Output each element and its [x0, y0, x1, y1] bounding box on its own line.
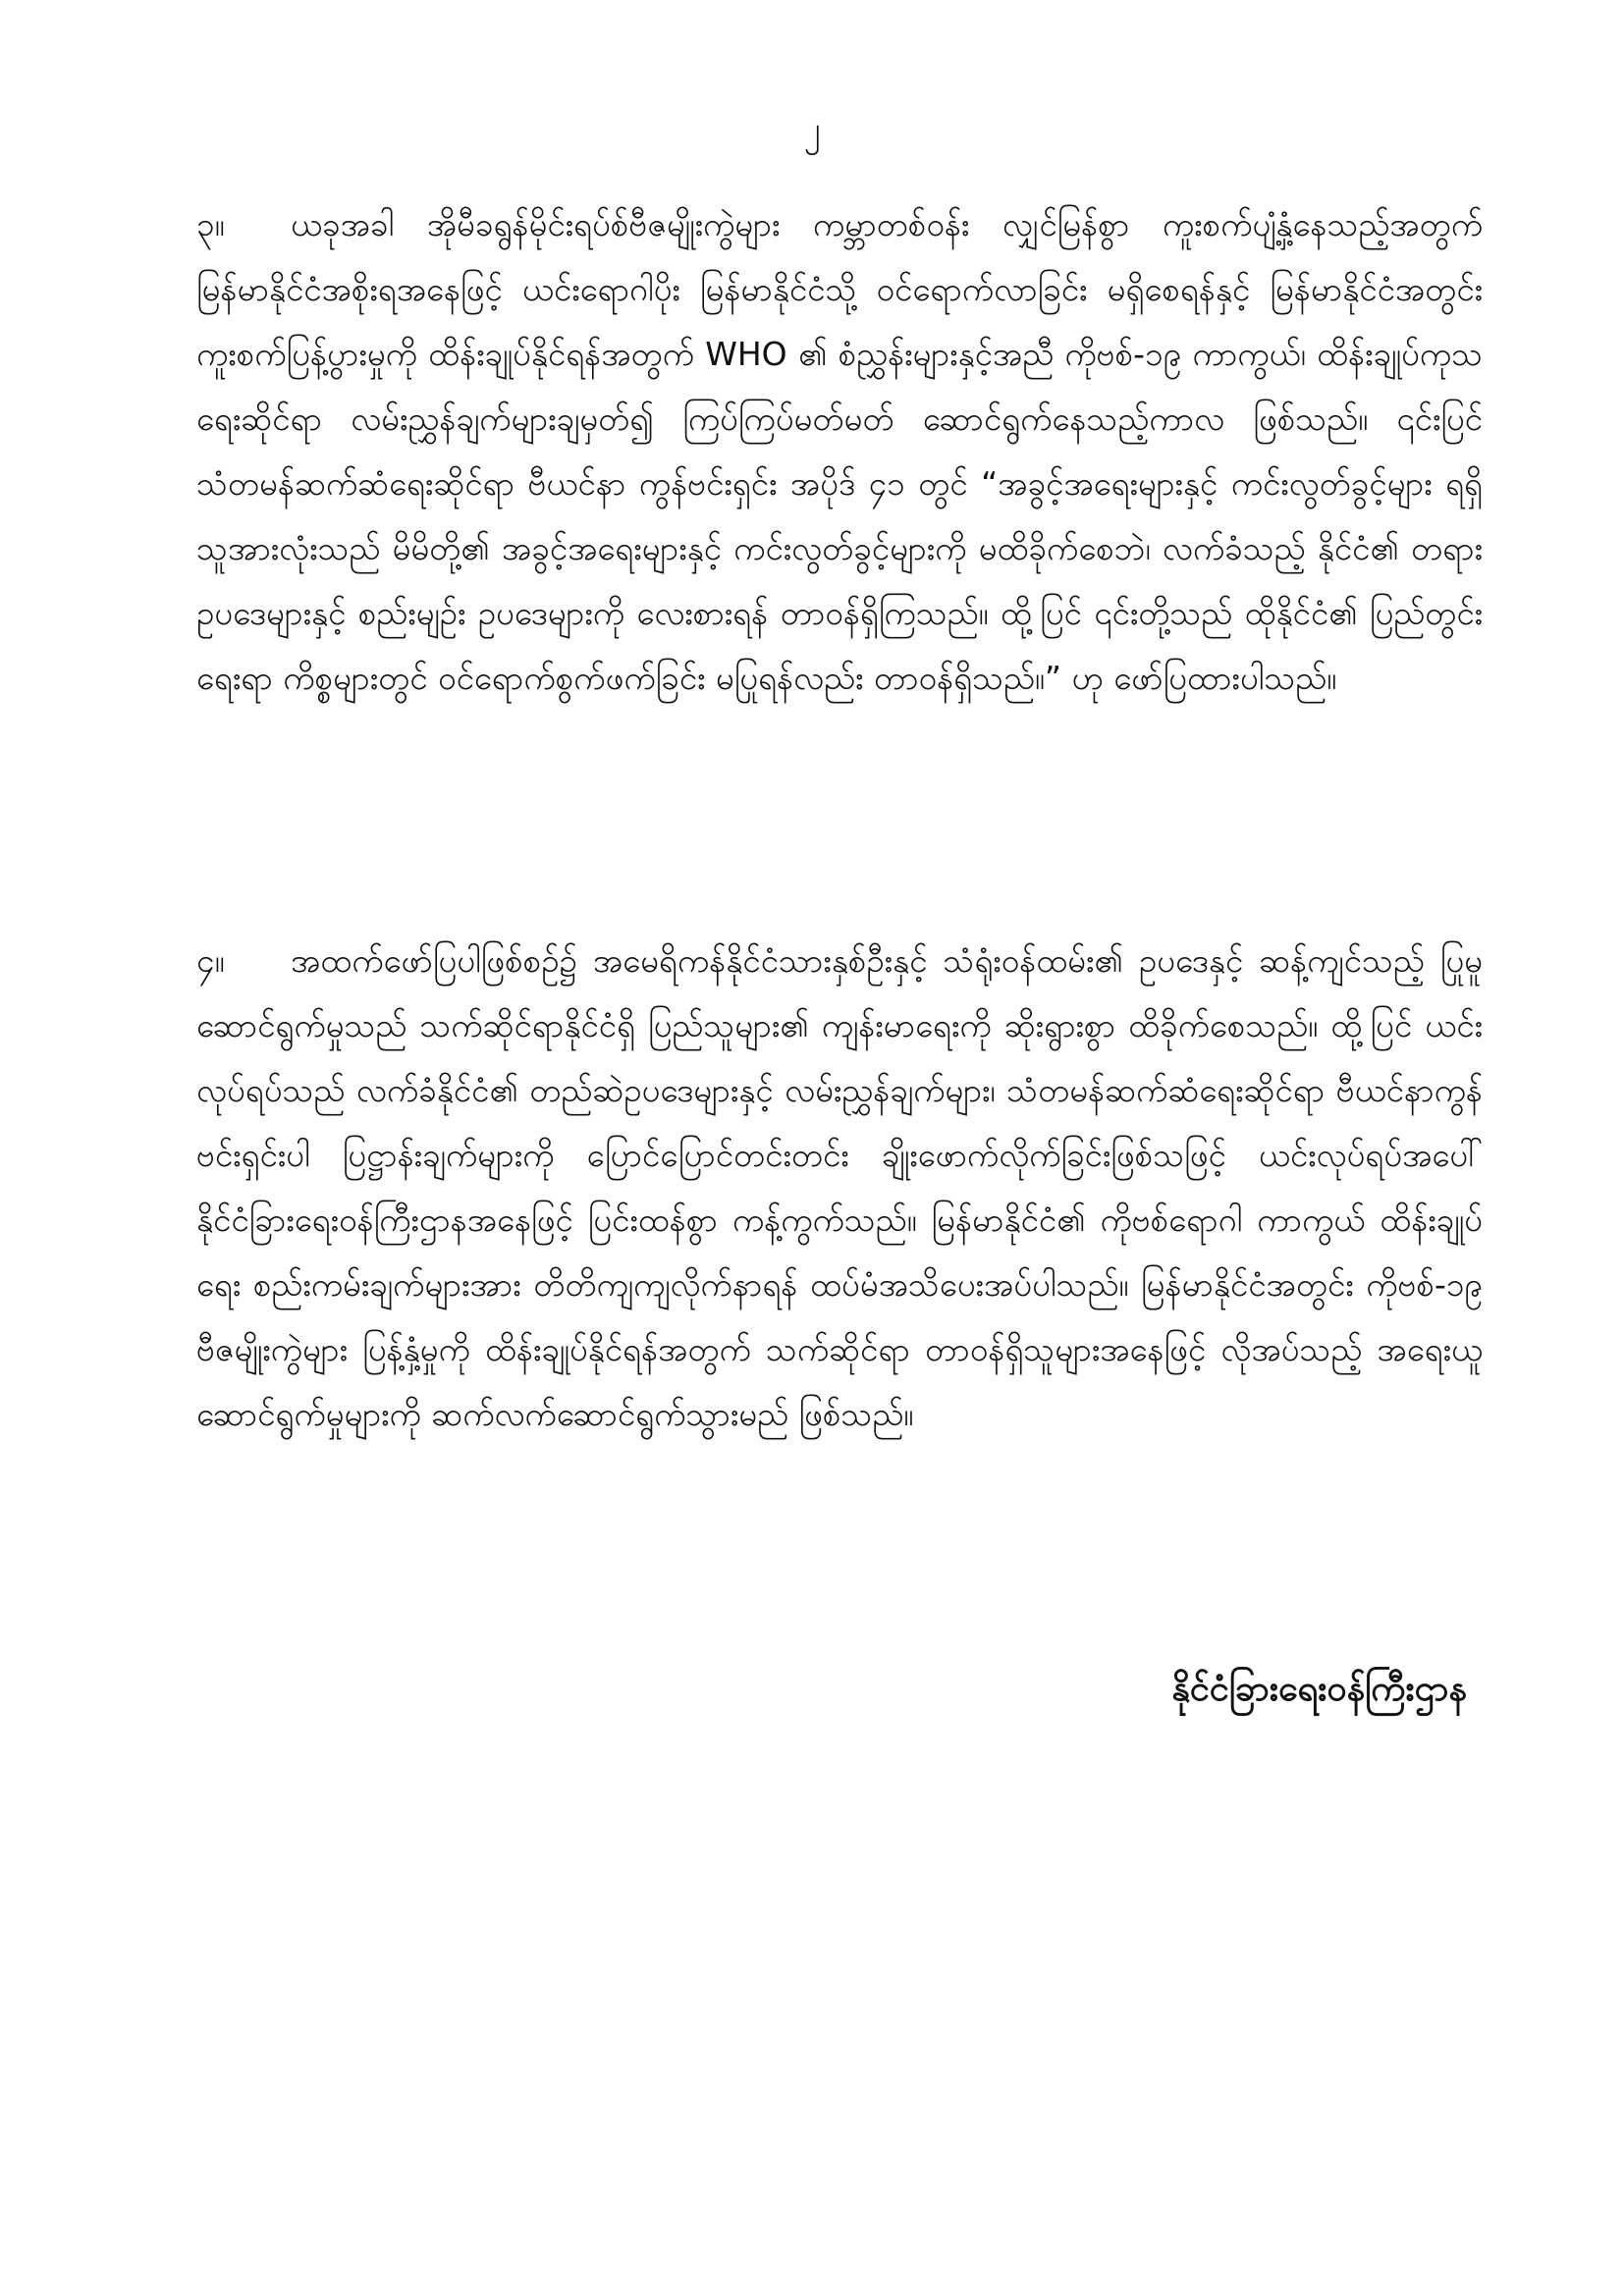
signature-ministry: နိုင်ငံခြားရေးဝန်ကြီးဌာန	[1171, 1669, 1467, 1709]
paragraph-3-text: ယခုအခါ အိုမီခရွန်မိုင်းရပ်စ်ဗီဇမျိုးကွဲများ ကမ္ဘာတစ်ဝန်း လျှင်မြန်စွာ ကူးစက်ပျံ့နှံ့နေသည့်အတွက် မြန်မာနိုင်ငံအစိုးရအနေဖြင့် ယင်းရောဂါပိုး မြန်မာနိုင်ငံသို့ ဝင်ရောက်လာခြင်း မရှိစေရန်နှင့် မြန်မာနိုင်ငံအတွင်း ကူးစက်ပြန့်ပွားမှုကို ထိန်းချုပ်နိုင်ရန်အတွက် WHO ၏ စံညွှန်းများနှင့်အညီ ကိုဗစ်-၁၉ ကာကွယ်၊ ထိန်းချုပ်ကုသရေးဆိုင်ရာ လမ်းညွှန်ချက်များချမှတ်၍ ကြပ်ကြပ်မတ်မတ် ဆောင်ရွက်နေသည့်ကာလ ဖြစ်သည်။ ၎င်းပြင် သံတမန်ဆက်ဆံရေးဆိုင်ရာ ဗီယင်နာ ကွန်ဗင်းရှင်း အပိုဒ် ၄၁ တွင် “အခွင့်အရေးများနှင့် ကင်းလွတ်ခွင့်များ ရရှိသူအားလုံးသည် မိမိတို့၏ အခွင့်အရေးများနှင့် ကင်းလွတ်ခွင့်များကို မထိခိုက်စေဘဲ၊ လက်ခံသည့် နိုင်ငံ၏ တရားဥပဒေများနှင့် စည်းမျဉ်း ဥပဒေများကို လေးစားရန် တာဝန်ရှိကြသည်။ ထို့ပြင် ၎င်းတို့သည် ထိုနိုင်ငံ၏ ပြည်တွင်းရေးရာ ကိစ္စများတွင် ဝင်ရောက်စွက်ဖက်ခြင်း မပြုရန်လည်း တာဝန်ရှိသည်။” ဟု ဖော်ပြထားပါသည်။	[196, 205, 1483, 697]
paragraph-3	[196, 192, 1483, 711]
paragraph-4-number: ၄။	[196, 941, 225, 980]
paragraph-4	[196, 929, 1483, 1447]
page-number: ၂	[803, 110, 821, 149]
paragraph-3-number: ၃။	[196, 205, 225, 243]
paragraph-4-text: အထက်ဖော်ပြပါဖြစ်စဉ်၌ အမေရိကန်နိုင်ငံသားနှစ်ဦးနှင့် သံရုံးဝန်ထမ်း၏ ဥပဒေနှင့် ဆန့်ကျင်သည့် ပြုမူဆောင်ရွက်မှုသည် သက်ဆိုင်ရာနိုင်ငံရှိ ပြည်သူများ၏ ကျန်းမာရေးကို ဆိုးရွားစွာ ထိခိုက်စေသည်။ ထို့ပြင် ယင်းလုပ်ရပ်သည် လက်ခံနိုင်ငံ၏ တည်ဆဲဥပဒေများနှင့် လမ်းညွှန်ချက်များ၊ သံတမန်ဆက်ဆံရေးဆိုင်ရာ ဗီယင်နာကွန်ဗင်းရှင်းပါ ပြဋ္ဌာန်းချက်များကို ပြောင်ပြောင်တင်းတင်း ချိုးဖောက်လိုက်ခြင်းဖြစ်သဖြင့် ယင်းလုပ်ရပ်အပေါ် နိုင်ငံခြားရေးဝန်ကြီးဌာနအနေဖြင့် ပြင်းထန်စွာ ကန့်ကွက်သည်။ မြန်မာနိုင်ငံ၏ ကိုဗစ်ရောဂါ ကာကွယ် ထိန်းချုပ်ရေး စည်းကမ်းချက်များအား တိတိကျကျလိုက်နာရန် ထပ်မံအသိပေးအပ်ပါသည်။ မြန်မာနိုင်ငံအတွင်း ကိုဗစ်-၁၉ ဗီဇမျိုးကွဲများ ပြန့်နှံ့မှုကို ထိန်းချုပ်နိုင်ရန်အတွက် သက်ဆိုင်ရာ တာဝန်ရှိသူများအနေဖြင့် လိုအပ်သည့် အရေးယူဆောင်ရွက်မှုများကို ဆက်လက်ဆောင်ရွက်သွားမည် ဖြစ်သည်။	[196, 941, 1483, 1433]
